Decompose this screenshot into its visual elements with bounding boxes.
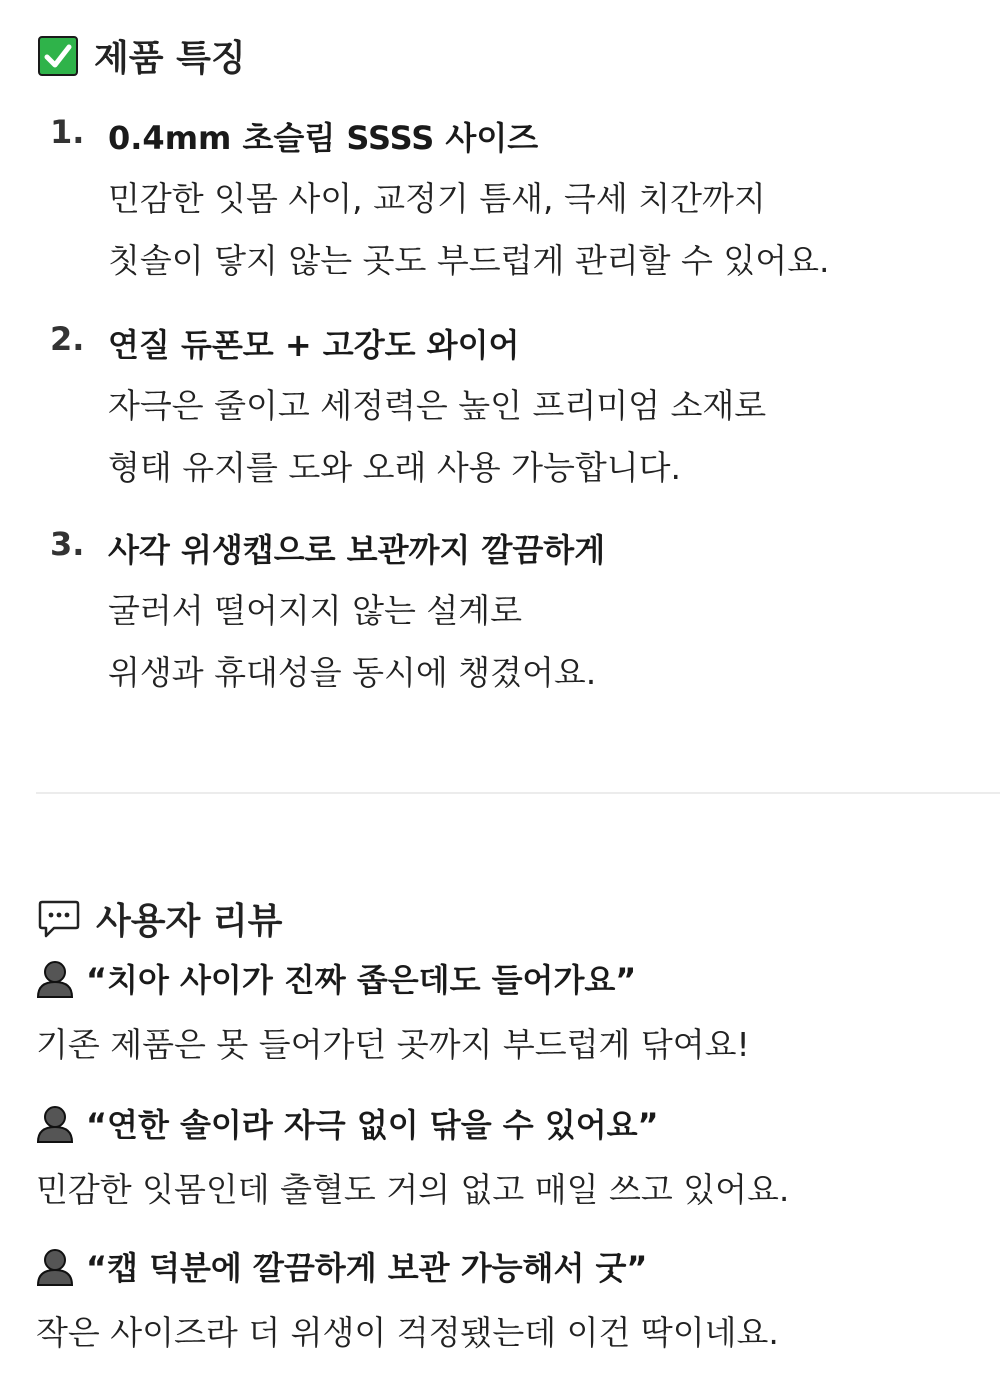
feature-title: 0.4mm 초슬림 SSSS 사이즈 [108, 119, 539, 157]
feature-description-line: 위생과 휴대성을 동시에 챙겼어요. [108, 653, 597, 692]
feature-number: 1. [50, 113, 85, 151]
feature-description-line: 형태 유지를 도와 오래 사용 가능합니다. [108, 448, 681, 487]
feature-number: 2. [50, 320, 85, 358]
speech-balloon-icon [38, 899, 80, 939]
review-quote: “캡 덕분에 깔끔하게 보관 가능해서 굿” [86, 1249, 648, 1287]
reviews-heading-label: 사용자 리뷰 [96, 901, 283, 942]
reviews-heading [38, 893, 282, 944]
review-quote: “치아 사이가 진짜 좁은데도 들어가요” [86, 961, 637, 999]
feature-description-line: 굴러서 떨어지지 않는 설계로 [108, 591, 523, 630]
person-silhouette-icon [36, 1103, 74, 1143]
features-heading-label: 제품 특징 [94, 38, 246, 79]
person-silhouette-icon [36, 958, 74, 998]
section-divider [36, 792, 1000, 794]
review-body: 기존 제품은 못 들어가던 곳까지 부드럽게 닦여요! [36, 1025, 750, 1064]
feature-description-line: 민감한 잇몸 사이, 교정기 틈새, 극세 치간까지 [108, 179, 766, 218]
check-mark-button-icon [38, 36, 78, 76]
person-silhouette-icon [36, 1246, 74, 1286]
feature-number: 3. [50, 525, 85, 563]
feature-description-line: 칫솔이 닿지 않는 곳도 부드럽게 관리할 수 있어요. [108, 241, 830, 280]
review-quote: “연한 솔이라 자극 없이 닦을 수 있어요” [86, 1106, 659, 1144]
feature-title: 사각 위생캡으로 보관까지 깔끔하게 [108, 531, 606, 569]
feature-title: 연질 듀폰모 + 고강도 와이어 [108, 326, 520, 364]
review-body: 작은 사이즈라 더 위생이 걱정됐는데 이건 딱이네요. [36, 1313, 779, 1352]
features-heading [38, 30, 246, 81]
feature-description-line: 자극은 줄이고 세정력은 높인 프리미엄 소재로 [108, 386, 767, 425]
review-body: 민감한 잇몸인데 출혈도 거의 없고 매일 쓰고 있어요. [36, 1170, 790, 1209]
